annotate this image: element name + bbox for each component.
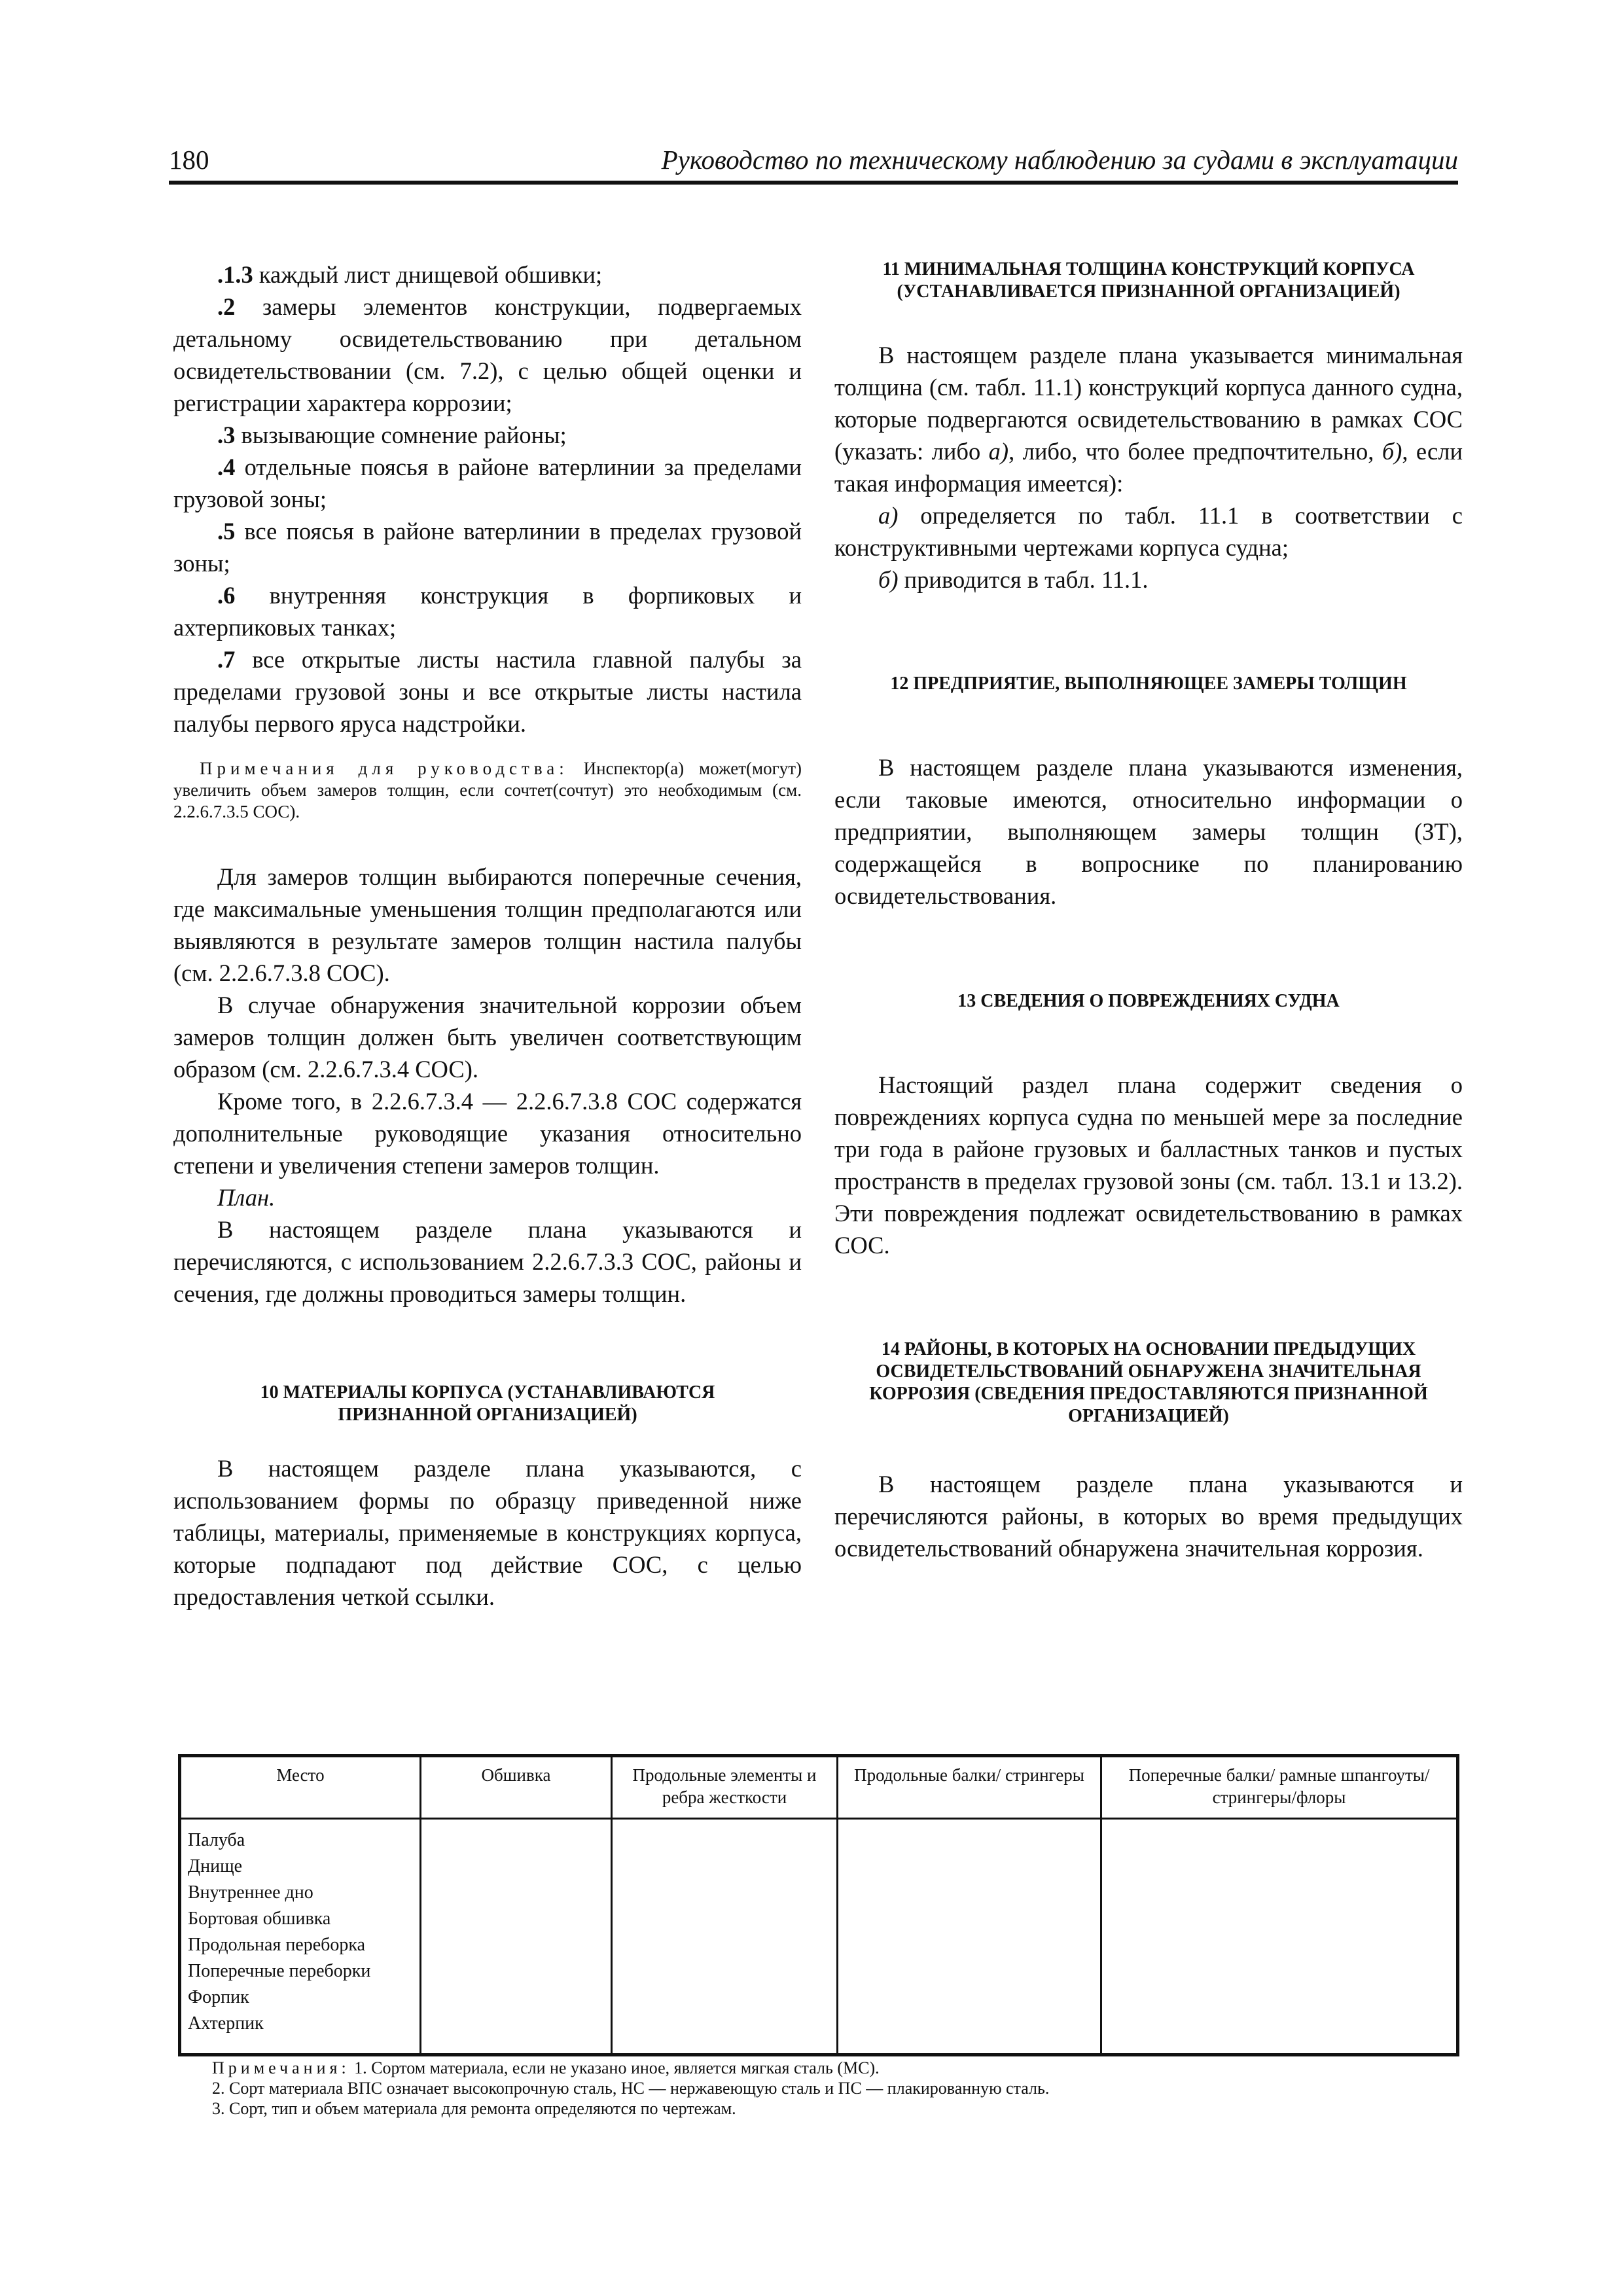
longitudinals-cell (612, 1819, 838, 2055)
table-note: Примечания: 1. Сортом материала, если не указано иное, является мягкая сталь (МС). (212, 2058, 880, 2077)
row-label: Палуба (188, 1830, 245, 1850)
paragraph: В настоящем разделе плана указываются и перечисляются, с использованием 2.2.6.7.3.3 СОС, районы и сечения, где должны проводиться замеры толщин. (173, 1216, 802, 1307)
running-title: Руководство по техническому наблюдению за судами в эксплуатации (661, 145, 1458, 175)
section-12-heading: 12 ПРЕДПРИЯТИЕ, ВЫПОЛНЯЮЩЕЕ ЗАМЕРЫ ТОЛЩИН (890, 673, 1407, 694)
list-item: б) приводится в табл. 11.1. (878, 566, 1149, 593)
column-header: Продольные балки/ стрингеры (838, 1756, 1101, 1819)
list-item: .2 замеры элементов конструкции, подвергаемых детальному освидетельствованию при детальном освидетельствовании (см. 7.2), с целью общей оценки и регистрации характера коррозии; (173, 293, 802, 416)
paragraph: Настоящий раздел плана содержит сведения о повреждениях корпуса судна по меньшей мере за последние три года в районе грузовых и балластных танков и пустых пространств в пределах грузовой зоны (см. табл. 13.1 и 13.2). Эти повреждения подлежат освидетельствованию в рамках СОС. (834, 1071, 1463, 1259)
left-column (173, 259, 802, 1613)
row-label: Продольная переборка (188, 1935, 366, 1955)
page-header (169, 141, 1458, 185)
materials-table (178, 1754, 1459, 2056)
table-note: 2. Сорт материала ВПС означает высокопрочную сталь, НС — нержавеющую сталь и ПС — плакированную сталь. (212, 2079, 1050, 2098)
location-cell (180, 1819, 421, 2055)
table-header-row (180, 1756, 1458, 1819)
row-label: Днище (188, 1856, 243, 1876)
note-label: Примечания для руководства: (200, 759, 569, 778)
paragraph: В настоящем разделе плана указывается минимальная толщина (см. табл. 11.1) конструкций корпуса данного судна, которые подвергаются освидетельствованию в рамках СОС (указать: либо а), либо, что более предпочтительно, б), если такая информация имеется): (834, 342, 1463, 497)
right-column (834, 259, 1463, 1564)
row-label: Бортовая обшивка (188, 1909, 331, 1929)
list-item: .1.3 каждый лист днищевой обшивки; (217, 261, 603, 288)
note-text: Инспектор(а) может(могут) увеличить объем замеров толщин, если сочтет(сочтут) это необходимым (см. 2.2.6.7.3.5 СОС). (173, 759, 802, 821)
section-11-heading: 11 МИНИМАЛЬНАЯ ТОЛЩИНА КОНСТРУКЦИЙ КОРПУСА (УСТАНАВЛИВАЕТСЯ ПРИЗНАННОЙ ОРГАНИЗАЦИЕЙ) (882, 259, 1415, 302)
transverse-cell (1101, 1819, 1458, 2055)
column-header: Обшивка (421, 1756, 612, 1819)
paragraph: В настоящем разделе плана указываются, с использованием формы по образцу приведенной ниже таблицы, материалы, применяемые в конструкциях корпуса, которые подпадают под действие СОС, с целью предоставления четкой ссылки. (173, 1455, 802, 1610)
list-item: .4 отдельные поясья в районе ватерлинии за пределами грузовой зоны; (173, 454, 802, 512)
list-item: а) определяется по табл. 11.1 в соответствии с конструктивными чертежами корпуса судна; (834, 502, 1463, 561)
list-item: .5 все поясья в районе ватерлинии в пределах грузовой зоны; (173, 518, 802, 577)
column-header: Место (180, 1756, 421, 1819)
paragraph: Для замеров толщин выбираются поперечные сечения, где максимальные уменьшения толщин предполагаются или выявляются в результате замеров толщин настила палубы (см. 2.2.6.7.3.8 СОС). (173, 863, 802, 986)
column-header: Поперечные балки/ рамные шпангоуты/ стрингеры/флоры (1101, 1756, 1458, 1819)
row-label: Поперечные переборки (188, 1961, 371, 1981)
table-note: 3. Сорт, тип и объем материала для ремонта определяются по чертежам. (212, 2099, 736, 2118)
column-header: Продольные элементы и ребра жесткости (612, 1756, 838, 1819)
row-label: Форпик (188, 1987, 249, 2007)
paragraph: В настоящем разделе плана указываются и перечисляются районы, в которых во время предыдущих освидетельствований обнаружена значительная коррозия. (834, 1471, 1463, 1562)
guidance-note (173, 758, 802, 823)
page-number: 180 (169, 145, 209, 175)
paragraph: Кроме того, в 2.2.6.7.3.4 — 2.2.6.7.3.8 СОС содержатся дополнительные руководящие указания относительно степени и увеличения степени замеров толщин. (173, 1088, 802, 1179)
girders-cell (838, 1819, 1101, 2055)
plan-label: План. (217, 1184, 276, 1211)
row-label: Внутреннее дно (188, 1882, 313, 1903)
table-row (180, 1819, 1458, 2055)
paragraph: В настоящем разделе плана указываются изменения, если таковые имеются, относительно информации о предприятии, выполняющем замеры толщин (ЗТ), содержащейся в вопроснике по планированию освидетельствования. (834, 754, 1463, 909)
list-item: .6 внутренняя конструкция в форпиковых и ахтерпиковых танках; (173, 582, 802, 641)
section-10-heading: 10 МАТЕРИАЛЫ КОРПУСА (УСТАНАВЛИВАЮТСЯ ПРИЗНАННОЙ ОРГАНИЗАЦИЕЙ) (260, 1382, 715, 1425)
section-14-heading: 14 РАЙОНЫ, В КОТОРЫХ НА ОСНОВАНИИ ПРЕДЫДУЩИХ ОСВИДЕТЕЛЬСТВОВАНИЙ ОБНАРУЖЕНА ЗНАЧИТЕЛЬНАЯ КОРРОЗИЯ (СВЕДЕНИЯ ПРЕДОСТАВЛЯЮТСЯ ПРИЗНАННОЙ ОРГАНИЗАЦИЕЙ) (869, 1339, 1428, 1426)
plating-cell (421, 1819, 612, 2055)
materials-table-block (178, 1754, 1456, 2119)
section-13-heading: 13 СВЕДЕНИЯ О ПОВРЕЖДЕНИЯХ СУДНА (957, 991, 1340, 1011)
table-notes (212, 2058, 1456, 2119)
list-item: .7 все открытые листы настила главной палубы за пределами грузовой зоны и все открытые листы настила палубы первого яруса надстройки. (173, 646, 802, 737)
row-label: Ахтерпик (188, 2013, 264, 2034)
list-item: .3 вызывающие сомнение районы; (217, 422, 567, 448)
paragraph: В случае обнаружения значительной коррозии объем замеров толщин должен быть увеличен соответствующим образом (см. 2.2.6.7.3.4 СОС). (173, 992, 802, 1083)
